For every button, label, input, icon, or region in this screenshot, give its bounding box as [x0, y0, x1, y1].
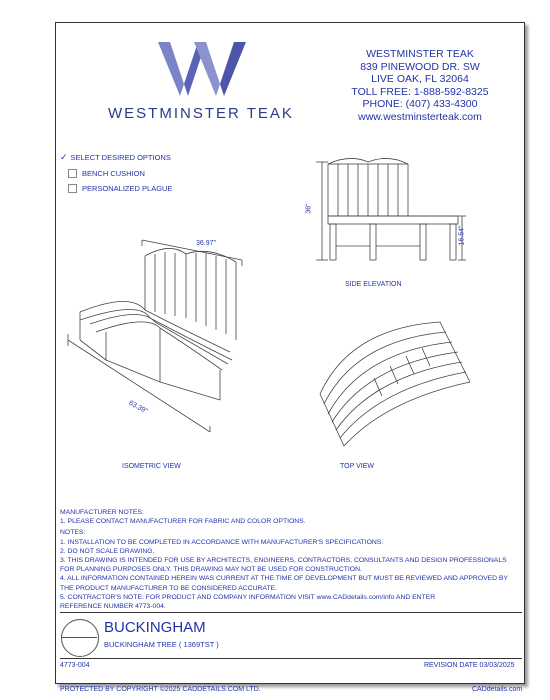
title-symbol	[61, 619, 99, 657]
brand-name: WESTMINSTER TEAK	[108, 105, 294, 122]
product-subtitle: BUCKINGHAM TREE ( 1369TST )	[104, 640, 219, 649]
contact-line: TOLL FREE: 1-888-592-8325	[351, 85, 489, 98]
westminster-logo-icon	[150, 40, 260, 100]
contact-line[interactable]: www.westminsterteak.com	[358, 110, 482, 123]
options-block	[60, 152, 172, 199]
note: REFERENCE NUMBER 4773-004.	[60, 603, 166, 611]
checkbox[interactable]	[68, 169, 77, 178]
note: THE PRODUCT MANUFACTURER TO BE CONSIDERED ACCURATE.	[60, 584, 278, 592]
reference-number: 4773-004	[60, 662, 90, 669]
depth-dimension: 36.97"	[196, 240, 217, 247]
mfr-notes-header: MANUFACTURER NOTES:	[60, 509, 144, 516]
seat-height-dimension: 16.54"	[458, 225, 466, 246]
isometric-view-label: ISOMETRIC VIEW	[122, 463, 181, 470]
checkbox[interactable]	[68, 184, 77, 193]
note: 1. INSTALLATION TO BE COMPLETED IN ACCORDANCE WITH MANUFACTURER'S SPECIFICATIONS.	[60, 538, 384, 546]
notes-header: NOTES:	[60, 529, 86, 537]
note: 3. THIS DRAWING IS INTENDED FOR USE BY ARCHITECTS, ENGINEERS, CONTRACTORS, CONSULTANTS AND DESIGN PROFESSIONALS	[60, 557, 507, 565]
contact-line: WESTMINSTER TEAK	[366, 48, 474, 60]
copyright-text: PROTECTED BY COPYRIGHT ©2025 CADDETAILS.COM LTD.	[60, 686, 261, 693]
side-elevation-label: SIDE ELEVATION	[345, 281, 402, 288]
product-title: BUCKINGHAM	[104, 619, 206, 636]
title-symbol-line	[61, 637, 97, 638]
isometric-drawing	[60, 232, 260, 432]
note: 2. DO NOT SCALE DRAWING.	[60, 547, 155, 555]
contact-block	[345, 48, 495, 123]
side-elevation-drawing	[300, 150, 475, 270]
top-view-label: TOP VIEW	[340, 463, 374, 470]
options-header: ✓ SELECT DESIRED OPTIONS	[60, 152, 171, 162]
checkmark-icon: ✓	[60, 152, 68, 162]
contact-line: LIVE OAK, FL 32064	[371, 73, 469, 85]
revision-date: REVISION DATE 03/03/2025	[424, 662, 515, 669]
note: FOR PLANNING PURPOSES ONLY. THIS DRAWING MAY NOT BE USED FOR CONSTRUCTION.	[60, 566, 362, 574]
option-personalized-plague[interactable]: PERSONALIZED PLAGUE	[68, 184, 172, 193]
length-dimension: 63.39"	[127, 399, 149, 416]
note: 4. ALL INFORMATION CONTAINED HEREIN WAS CURRENT AT THE TIME OF DEVELOPMENT BUT MUST BE REVIEWED AND APPROVED BY	[60, 575, 509, 583]
top-view-drawing	[310, 318, 480, 450]
mfr-note: 1. PLEASE CONTACT MANUFACTURER FOR FABRIC AND COLOR OPTIONS.	[60, 518, 306, 526]
notes-block	[60, 508, 520, 611]
caddetails-link[interactable]: CADdetails.com	[472, 686, 523, 693]
option-bench-cushion[interactable]: BENCH CUSHION	[68, 169, 172, 178]
contact-line: 839 PINEWOOD DR. SW	[360, 60, 480, 73]
contact-line: PHONE: (407) 433-4300	[362, 98, 478, 110]
note: 5. CONTRACTOR'S NOTE: FOR PRODUCT AND COMPANY INFORMATION VISIT www.CADdetails.com/info AND ENTER	[60, 593, 436, 601]
footer-divider	[60, 658, 522, 659]
height-dimension: 36"	[305, 203, 313, 214]
title-divider	[60, 612, 522, 613]
